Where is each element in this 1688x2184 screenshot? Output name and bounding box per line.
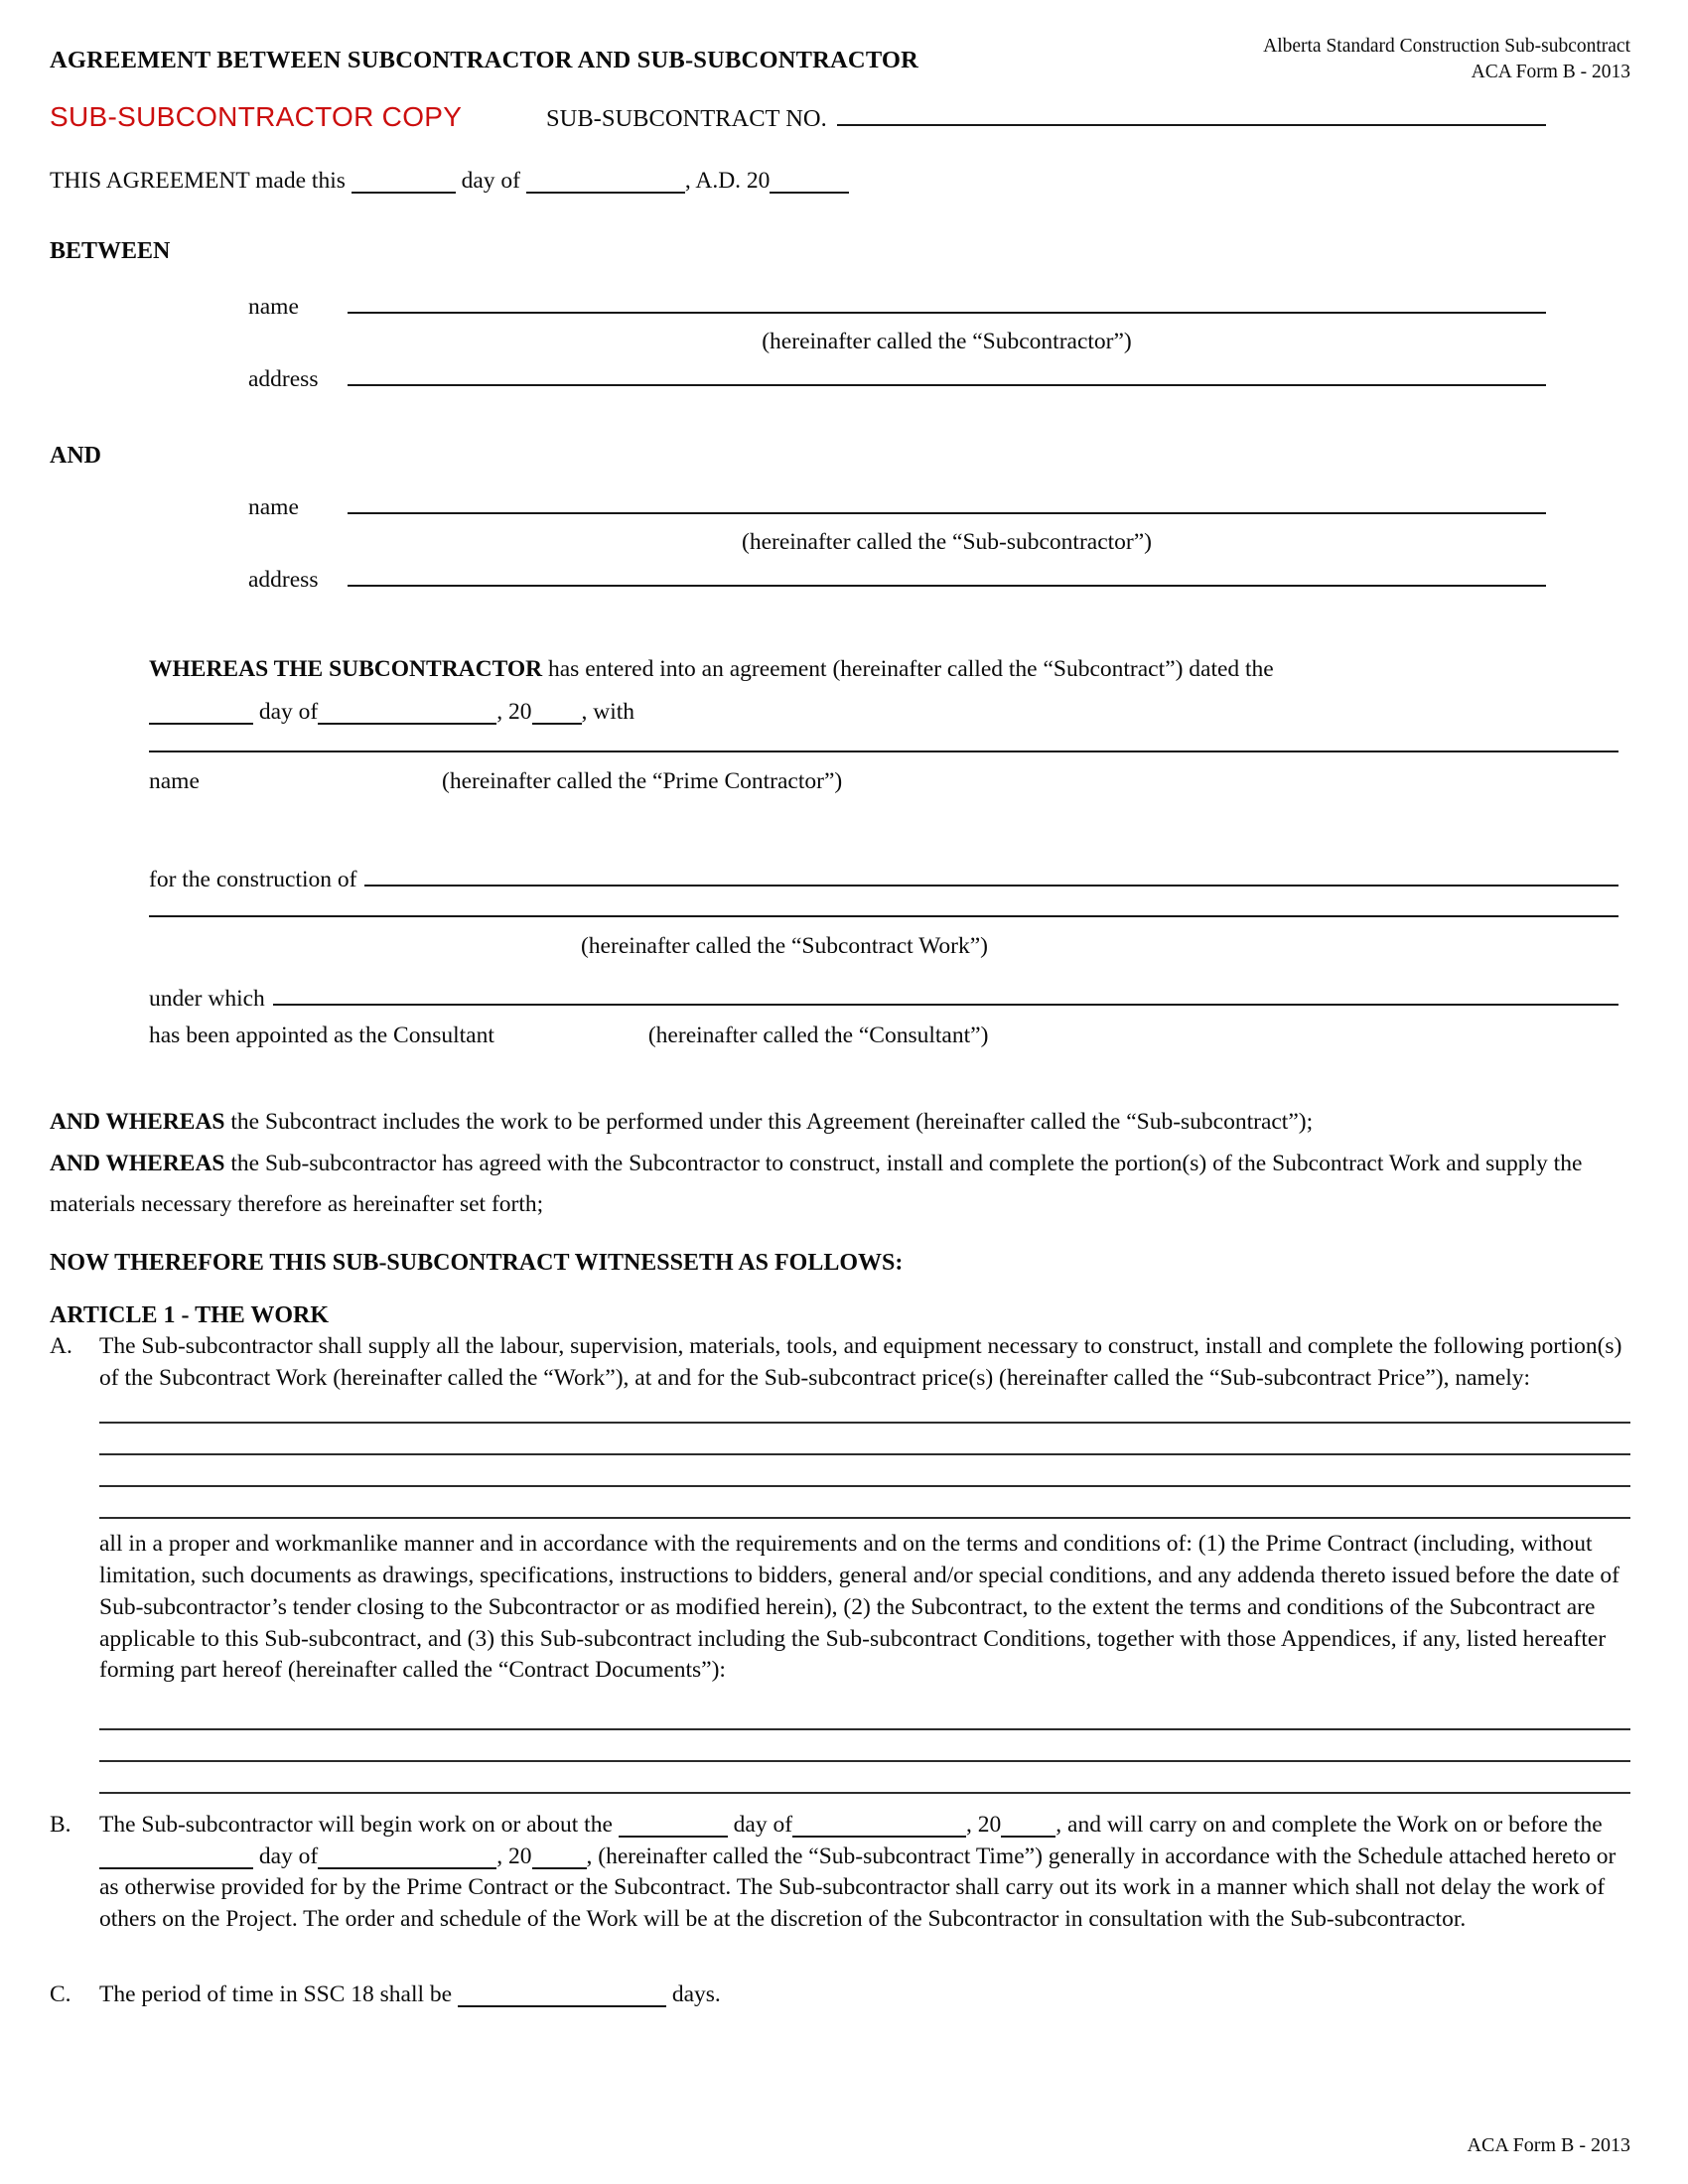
- prime-contractor-caption: (hereinafter called the “Prime Contractor”): [442, 768, 843, 795]
- page-footer: ACA Form B - 2013: [1467, 2134, 1630, 2156]
- article1-item-c: [50, 1979, 1630, 2011]
- blank-rule-line: [99, 1730, 1630, 1762]
- recital-1: [50, 1102, 1630, 1143]
- address-label: address: [248, 567, 319, 594]
- construction-label: for the construction of: [149, 866, 357, 892]
- contract-documents-lines: [99, 1699, 1630, 1794]
- name-label: name: [248, 493, 299, 520]
- address-label: address: [248, 366, 319, 393]
- subcontract-work-caption: (hereinafter called the “Subcontract Work”): [580, 933, 989, 960]
- item-b-seg-5: day of: [258, 1843, 319, 1869]
- recital-2-text: the Sub-subcontractor has agreed with the Subcontractor to construct, install and complete the portion(s) of the Subcontract Work and supply the materials necessary therefore as hereinafter set forth;: [50, 1150, 1583, 1217]
- whereas-section: [149, 654, 1618, 1052]
- intro-text-1: THIS AGREEMENT made this: [50, 168, 346, 195]
- subcontract-no-row: [546, 102, 1546, 136]
- item-c-label: C.: [50, 1980, 71, 2007]
- item-b-seg-2: day of: [733, 1812, 793, 1839]
- header: [50, 32, 1630, 84]
- prime-contractor-name-blank: [149, 729, 1618, 752]
- complete-day-blank: [99, 1845, 253, 1869]
- whereas-rest: has entered into an agreement (hereinafter called the “Subcontract”) dated the: [548, 655, 1274, 682]
- blank-rule-line: [99, 1699, 1630, 1730]
- consultant-row: [149, 1021, 1618, 1052]
- agreement-year-blank: [770, 170, 849, 194]
- item-a-label: A.: [50, 1333, 72, 1359]
- sub-subcontractor-name-blank: [348, 489, 1546, 514]
- article1-heading: ARTICLE 1 - THE WORK: [50, 1301, 329, 1328]
- name-label: name: [149, 768, 200, 795]
- sub-subcontractor-name-row: [248, 489, 1546, 523]
- begin-day-blank: [619, 1814, 728, 1838]
- whereas-with: , with: [581, 699, 635, 726]
- page-title: AGREEMENT BETWEEN SUBCONTRACTOR AND SUB-SUBCONTRACTOR: [50, 47, 919, 73]
- item-a-continuation: all in a proper and workmanlike manner and in accordance with the requirements and on the terms and conditions of: (1) the Prime Contract (including, without limitation, such documents as drawings, specifications, instructions to bidders, general and/or special conditions, and any addenda thereto issued before the date of Sub-subcontractor’s tender closing to the Subcontractor or as modified herein), (2) the Subcontract, to the extent the terms and conditions of the Subcontract are applicable to this Sub-subcontract, and (3) this Sub-subcontract including the Sub-subcontract Conditions, together with those Appendices, if any, listed hereafter forming part hereof (hereinafter called the “Contract Documents”):: [99, 1531, 1619, 1684]
- copy-row: [50, 98, 1630, 136]
- item-b-seg-7: , (hereinafter called the “Sub-subcontract Time”) generally in accordance with the Schedule attached hereto or as otherwise provided for by the Prime Contract or the Subcontract. The Sub-subcontractor shall carry out its work in a manner which shall not delay the work of others on the Project. The order and schedule of the Work will be at the discretion of the Subcontractor in consultation with the Sub-subcontractor.: [99, 1843, 1617, 1933]
- begin-month-blank: [792, 1814, 966, 1838]
- begin-year-blank: [1001, 1814, 1055, 1838]
- witnesseth-heading: NOW THEREFORE THIS SUB-SUBCONTRACT WITNESSETH AS FOLLOWS:: [50, 1250, 904, 1277]
- item-b-seg-4: , and will carry on and complete the Work on or before the: [1055, 1812, 1603, 1839]
- item-b-seg-3: , 20: [966, 1812, 1002, 1839]
- recital-2: [50, 1144, 1630, 1226]
- whereas-day-of: day of: [258, 699, 319, 726]
- subcontractor-caption: (hereinafter called the “Subcontractor”): [762, 328, 1132, 354]
- item-c-seg-1: The period of time in SSC 18 shall be: [99, 1980, 453, 2007]
- between-label: BETWEEN: [50, 237, 171, 264]
- recital-1-text: the Subcontract includes the work to be performed under this Agreement (hereinafter called the “Sub-subcontract”);: [230, 1109, 1314, 1136]
- construction-blank: [364, 862, 1618, 887]
- sub-subcontractor-address-row: [248, 562, 1546, 596]
- whereas-line-2: [149, 697, 1618, 729]
- subcontractor-address-blank: [348, 361, 1546, 386]
- and-label: AND: [50, 442, 101, 469]
- item-b-text: [99, 1810, 1630, 1936]
- item-b-seg-1: The Sub-subcontractor will begin work on or about the: [99, 1812, 613, 1839]
- complete-year-blank: [532, 1845, 587, 1869]
- agreement-intro: [50, 166, 1630, 198]
- subcontract-month-blank: [318, 702, 496, 726]
- subcontract-no-label: SUB-SUBCONTRACT NO.: [546, 105, 827, 133]
- complete-month-blank: [318, 1845, 496, 1869]
- subcontract-year-blank: [532, 702, 582, 726]
- under-which-row: [149, 981, 1618, 1015]
- blank-rule-line: [99, 1455, 1630, 1487]
- item-c-seg-2: days.: [671, 1980, 721, 2007]
- article1-item-a: [50, 1331, 1630, 1394]
- consultant-text: has been appointed as the Consultant: [149, 1023, 494, 1049]
- sub-subcontractor-party-block: [248, 489, 1546, 597]
- recitals: [50, 1102, 1630, 1225]
- prime-contractor-caption-row: [149, 752, 1618, 798]
- whereas-line-1: [149, 654, 1618, 686]
- form-reference: [1263, 32, 1630, 84]
- subcontract-day-blank: [149, 702, 253, 726]
- item-b-label: B.: [50, 1812, 71, 1839]
- subcontractor-name-blank: [348, 289, 1546, 314]
- recital-1-lead: AND WHEREAS: [50, 1109, 225, 1136]
- agreement-month-blank: [526, 170, 685, 194]
- sub-subcontractor-caption: (hereinafter called the “Sub-subcontractor”): [742, 528, 1152, 555]
- subcontractor-party-block: [248, 289, 1546, 396]
- subcontractor-address-row: [248, 361, 1546, 395]
- construction-blank-line-2: [149, 895, 1618, 917]
- subcontract-no-blank: [837, 102, 1546, 127]
- under-which-blank: [273, 981, 1618, 1006]
- agreement-day-blank: [352, 170, 456, 194]
- under-which-label: under which: [149, 985, 265, 1012]
- name-label: name: [248, 294, 299, 321]
- item-a-text: The Sub-subcontractor shall supply all the labour, supervision, materials, tools, and equipment necessary to construct, install and complete the following portion(s) of the Subcontract Work (hereinafter called the “Work”), at and for the Sub-subcontract price(s) (hereinafter called the “Sub-subcontract Price”), namely:: [99, 1333, 1622, 1391]
- copy-label: SUB-SUBCONTRACTOR COPY: [50, 101, 463, 133]
- work-description-lines: [99, 1394, 1630, 1519]
- item-b-seg-6: , 20: [496, 1843, 532, 1869]
- ssc18-days-blank: [458, 1983, 666, 2007]
- blank-rule-line: [99, 1394, 1630, 1424]
- intro-text-3: , A.D. 20: [684, 168, 771, 195]
- item-c-text: [99, 1979, 1630, 2011]
- construction-row: [149, 862, 1618, 895]
- article1-item-b: [50, 1810, 1630, 1936]
- recital-2-lead: AND WHEREAS: [50, 1150, 225, 1176]
- sub-subcontractor-address-blank: [348, 562, 1546, 587]
- whereas-lead: WHEREAS THE SUBCONTRACTOR: [149, 655, 543, 682]
- blank-rule-line: [99, 1487, 1630, 1519]
- subcontractor-name-row: [248, 289, 1546, 323]
- blank-rule-line: [99, 1762, 1630, 1794]
- consultant-caption: (hereinafter called the “Consultant”): [647, 1023, 989, 1049]
- form-code: ACA Form B - 2013: [1471, 61, 1630, 82]
- intro-text-2: day of: [461, 168, 521, 195]
- form-name: Alberta Standard Construction Sub-subcontract: [1263, 36, 1630, 57]
- whereas-20: , 20: [496, 699, 532, 726]
- blank-rule-line: [99, 1424, 1630, 1455]
